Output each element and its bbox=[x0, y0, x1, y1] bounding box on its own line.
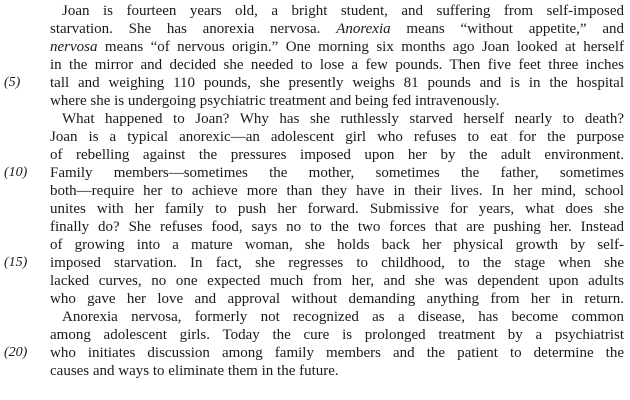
term-nervosa: nervosa bbox=[50, 39, 98, 55]
passage-text: What happened to Joan? Why has she ruthlessly starved herself nearly to death? bbox=[62, 111, 624, 127]
passage-text: Joan is a typical anorexic—an adolescent girl who refuses to eat for the purpose bbox=[50, 129, 624, 145]
passage-text: among adolescent girls. Today the cure is prolonged treatment by a psychiatrist bbox=[50, 327, 624, 343]
passage-line-20 bbox=[0, 344, 630, 362]
passage-line-18 bbox=[0, 308, 630, 326]
term-anorexia: Anorexia bbox=[336, 21, 391, 37]
passage-text: nervosa means “of nervous origin.” One morning six months ago Joan looked at herself bbox=[50, 39, 624, 55]
passage-text: tall and weighing 110 pounds, she presently weighs 81 pounds and is in the hospital bbox=[50, 75, 624, 91]
passage-line-3 bbox=[0, 38, 630, 56]
passage-line-7 bbox=[0, 110, 630, 128]
passage-line-21 bbox=[0, 362, 630, 380]
passage-line-6 bbox=[0, 92, 630, 110]
passage-text: starvation. She has anorexia nervosa. Anorexia means “without appetite,” and bbox=[50, 21, 625, 37]
passage-text: of growing into a mature woman, she holds back her physical growth by self- bbox=[50, 237, 624, 253]
passage-text: finally do? She refuses food, says no to the two forces that are pushing her. Instead bbox=[50, 219, 624, 235]
passage-line-12 bbox=[0, 200, 630, 218]
passage-text: unites with her family to push her forward. Submissive for years, what does she bbox=[50, 201, 624, 217]
passage-text: who initiates discussion among family members and the patient to determine the bbox=[50, 345, 624, 361]
passage-line-17 bbox=[0, 290, 630, 308]
passage-text: Joan is fourteen years old, a bright student, and suffering from self-imposed bbox=[62, 3, 624, 19]
passage-line-19 bbox=[0, 326, 630, 344]
passage-line-14 bbox=[0, 236, 630, 254]
passage-text: causes and ways to eliminate them in the future. bbox=[50, 363, 339, 379]
line-number: (20) bbox=[4, 345, 28, 360]
passage-text: both—require her to achieve more than they have in their lives. In her mind, school bbox=[50, 183, 624, 199]
passage-line-13 bbox=[0, 218, 630, 236]
passage-line-10 bbox=[0, 164, 630, 182]
passage-text: where she is undergoing psychiatric treatment and being fed intravenously. bbox=[50, 93, 500, 109]
passage-text: imposed starvation. In fact, she regresses to childhood, to the stage when she bbox=[50, 255, 624, 271]
passage-line-9 bbox=[0, 146, 630, 164]
passage-line-11 bbox=[0, 182, 630, 200]
passage-line-15 bbox=[0, 254, 630, 272]
passage-text: in the mirror and decided she needed to lose a few pounds. Then five feet three inches bbox=[50, 57, 624, 73]
passage-line-1 bbox=[0, 2, 630, 20]
passage-text: Anorexia nervosa, formerly not recognized as a disease, has become common bbox=[62, 309, 624, 325]
passage-line-4 bbox=[0, 56, 630, 74]
passage-text: who gave her love and approval without demanding anything from her in return. bbox=[50, 291, 624, 307]
line-number: (15) bbox=[4, 255, 28, 270]
passage-line-16 bbox=[0, 272, 630, 290]
passage-text: of rebelling against the pressures imposed upon her by the adult environment. bbox=[50, 147, 624, 163]
passage-line-5 bbox=[0, 74, 630, 92]
passage-text: lacked curves, no one expected much from her, and she was dependent upon adults bbox=[50, 273, 624, 289]
line-number: (10) bbox=[4, 165, 28, 180]
passage-line-2 bbox=[0, 20, 630, 38]
line-number: (5) bbox=[4, 75, 21, 90]
passage-line-8 bbox=[0, 128, 630, 146]
passage-text: Family members—sometimes the mother, sometimes the father, sometimes bbox=[50, 165, 624, 181]
